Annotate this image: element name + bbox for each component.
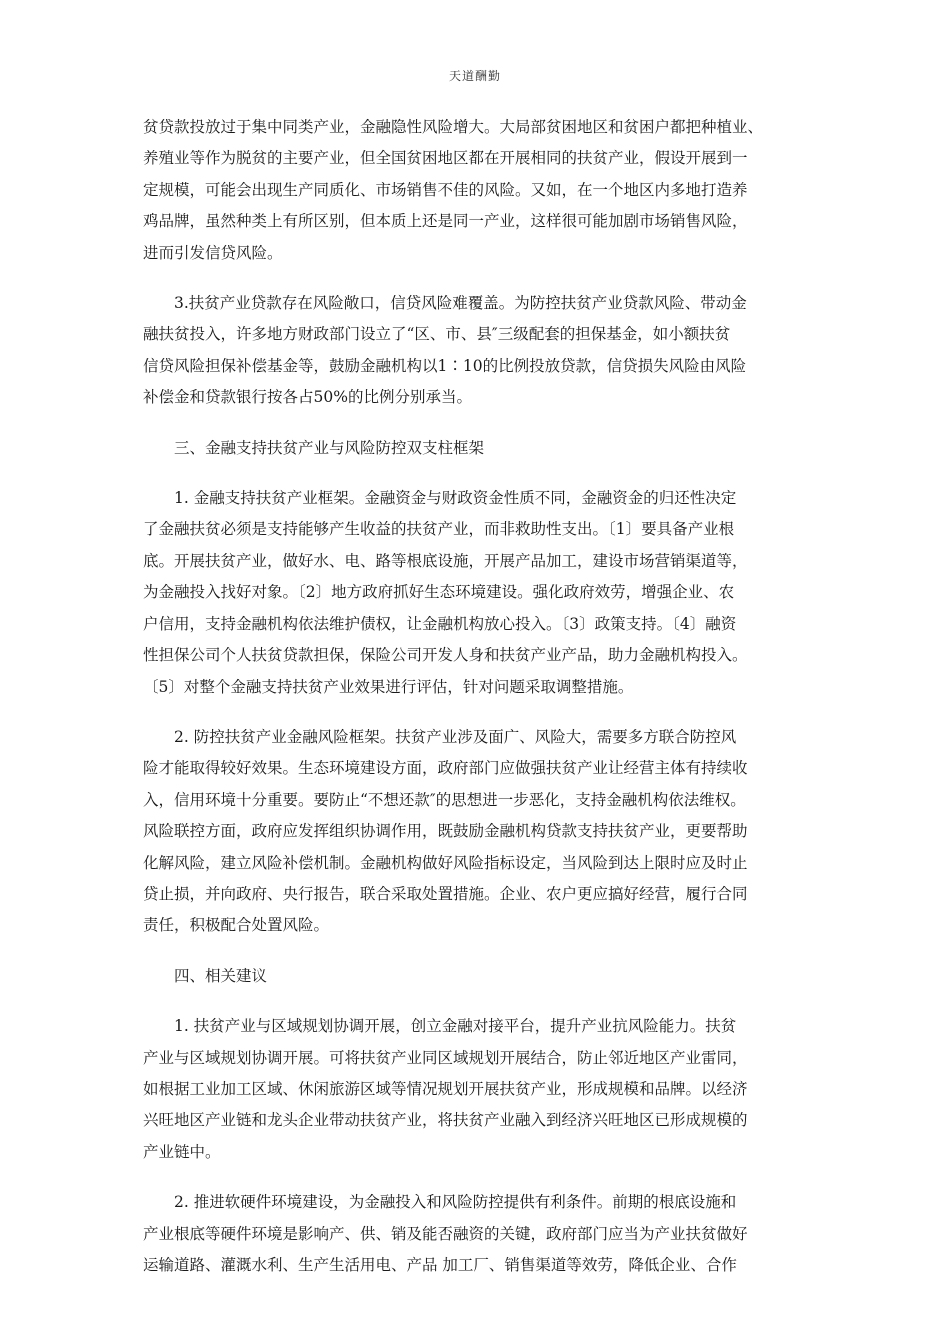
paragraph — [143, 288, 807, 414]
text-line: 风险联控方面，政府应发挥组织协调作用，既鼓励金融机构贷款支持扶贫产业，更要帮助 — [143, 822, 748, 841]
text-line: 性担保公司个人扶贫贷款担保，保险公司开发人身和扶贫产业产品，助力金融机构投入。 — [143, 646, 748, 665]
paragraph — [143, 722, 807, 942]
text-line: 四、相关建议 — [174, 966, 268, 985]
page-header: 天道酬勤 — [448, 69, 501, 83]
text-line: 2. 防控扶贫产业金融风险框架。扶贫产业涉及面广、风险大，需要多方联合防控风 — [174, 727, 737, 746]
text-line: 2. 推进软硬件环境建设，为金融投入和风险防控提供有利条件。前期的根底设施和 — [174, 1193, 737, 1212]
text-line: 化解风险，建立风险补偿机制。金融机构做好风险指标设定，当风险到达上限时应及时止 — [143, 853, 748, 872]
text-line: 贷止损，并向政府、央行报告，联合采取处置措施。企业、农户更应搞好经营，履行合同 — [143, 884, 748, 903]
paragraph — [143, 1187, 807, 1281]
text-line: 兴旺地区产业链和龙头企业带动扶贫产业，将扶贫产业融入到经济兴旺地区已形成规模的 — [143, 1111, 748, 1130]
text-line: 养殖业等作为脱贫的主要产业，但全国贫困地区都在开展相同的扶贫产业，假设开展到一 — [143, 149, 748, 168]
text-line: 鸡品牌，虽然种类上有所区别，但本质上还是同一产业，这样很可能加剧市场销售风险， — [143, 212, 748, 231]
text-line: 了金融扶贫必须是支持能够产生收益的扶贫产业，而非救助性支出。〔1〕要具备产业根 — [143, 520, 735, 539]
text-line: 信贷风险担保补偿基金等，鼓励金融机构以1∶10的比例投放贷款，信贷损失风险由风险 — [143, 356, 747, 375]
text-line: 运输道路、灌溉水利、生产生活用电、产品 加工厂、销售渠道等效劳，降低企业、合作 — [143, 1256, 737, 1274]
paragraph — [143, 483, 807, 703]
text-line: 1. 金融支持扶贫产业框架。金融资金与财政资金性质不同，金融资金的归还性决定 — [174, 489, 737, 508]
text-line: 进而引发信贷风险。 — [143, 243, 283, 262]
text-line: 责任，积极配合处置风险。 — [143, 916, 330, 935]
text-line: 融扶贫投入，许多地方财政部门设立了“区、市、县″三级配套的担保基金，如小额扶贫 — [143, 325, 731, 344]
section-heading — [143, 961, 807, 992]
text-line: 产业链中。 — [143, 1142, 221, 1161]
text-line: 产业根底等硬件环境是影响产、供、销及能否融资的关键，政府部门应当为产业扶贫做好 — [143, 1224, 748, 1243]
paragraph — [143, 1011, 807, 1168]
text-line: 贫贷款投放过于集中同类产业，金融隐性风险增大。大局部贫困地区和贫困户都把种植业、 — [143, 118, 764, 136]
text-line: 定规模，可能会出现生产同质化、市场销售不佳的风险。又如，在一个地区内多地打造养 — [143, 180, 748, 199]
text-line: 入，信用环境十分重要。要防止“不想还款″的思想进一步恶化，支持金融机构依法维权。 — [143, 790, 746, 809]
section-heading — [143, 433, 807, 464]
text-line: 产业与区域规划协调开展。可将扶贫产业同区域规划开展结合，防止邻近地区产业雷同， — [143, 1048, 748, 1067]
text-line: 为金融投入找好对象。〔2〕地方政府抓好生态环境建设。强化政府效劳，增强企业、农 — [143, 583, 735, 602]
text-line: 户信用，支持金融机构依法维护债权，让金融机构放心投入。〔3〕政策支持。〔4〕融资 — [143, 614, 737, 633]
document-body — [143, 112, 807, 1300]
text-line: 3.扶贫产业贷款存在风险敞口，信贷风险难覆盖。为防控扶贫产业贷款风险、带动金 — [174, 294, 747, 313]
paragraph — [143, 112, 807, 269]
text-line: 1. 扶贫产业与区域规划协调开展，创立金融对接平台，提升产业抗风险能力。扶贫 — [174, 1017, 737, 1036]
text-line: 险才能取得较好效果。生态环境建设方面，政府部门应做强扶贫产业让经营主体有持续收 — [143, 759, 748, 778]
text-line: 〔5〕对整个金融支持扶贫产业效果进行评估，针对问题采取调整措施。 — [143, 677, 634, 696]
text-line: 如根据工业加工区域、休闲旅游区域等情况规划开展扶贫产业，形成规模和品牌。以经济 — [143, 1079, 748, 1098]
text-line: 补偿金和贷款银行按各占50%的比例分别承当。 — [143, 388, 472, 407]
text-line: 三、金融支持扶贫产业与风险防控双支柱框架 — [174, 438, 485, 457]
text-line: 底。开展扶贫产业，做好水、电、路等根底设施，开展产品加工，建设市场营销渠道等， — [143, 551, 748, 570]
